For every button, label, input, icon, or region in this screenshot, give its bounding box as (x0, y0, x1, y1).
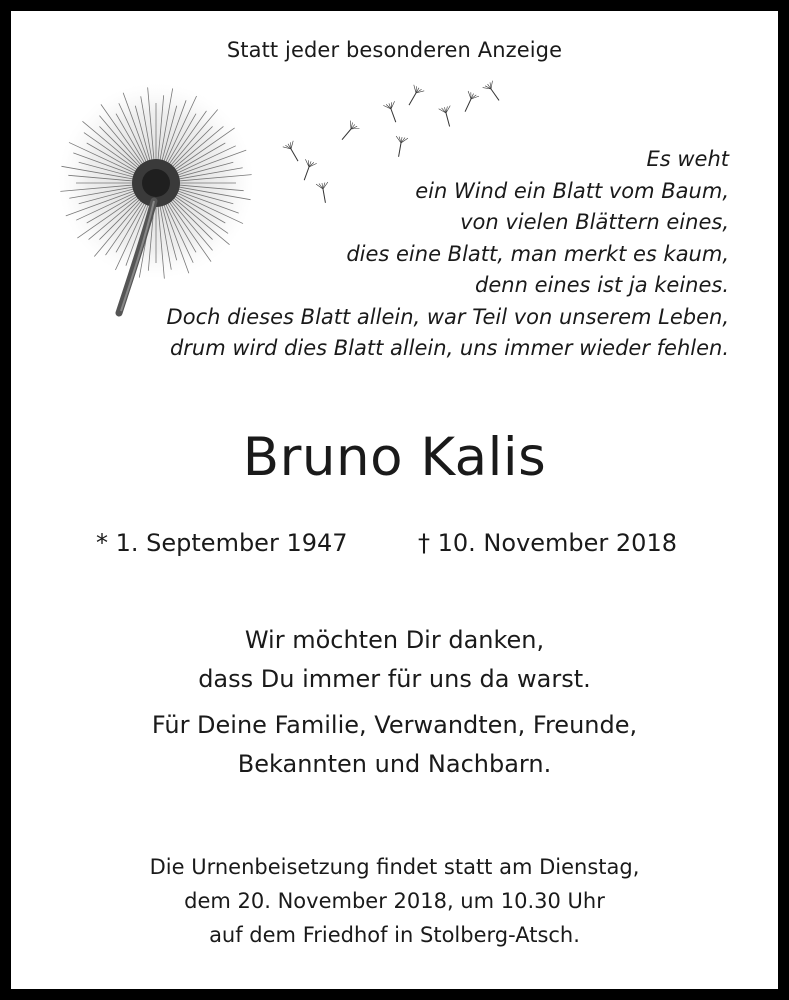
death-date: † 10. November 2018 (418, 529, 677, 557)
poem-line: Doch dieses Blatt allein, war Teil von unserem Leben, (166, 304, 729, 329)
thanks-line: dass Du immer für uns da warst. (198, 665, 591, 693)
signature-family (11, 706, 778, 784)
poem-line: drum wird dies Blatt allein, uns immer wieder fehlen. (169, 336, 729, 360)
funeral-line: auf dem Friedhof in Stolberg-Atsch. (209, 923, 580, 947)
thanks-text (11, 621, 778, 699)
family-line: Für Deine Familie, Verwandten, Freunde, (151, 711, 638, 739)
thanks-line: Wir möchten Dir danken, (244, 626, 545, 654)
funeral-info (11, 850, 778, 952)
birth-date: * 1. September 1947 (96, 529, 348, 557)
poem (167, 144, 729, 365)
obituary-notice (11, 11, 778, 989)
poem-line: von vielen Blättern eines, (460, 210, 729, 234)
poem-line: Es weht (646, 147, 729, 171)
family-line: Bekannten und Nachbarn. (237, 750, 552, 778)
poem-line: denn eines ist ja keines. (475, 273, 729, 297)
deceased-name: Bruno Kalis (242, 427, 547, 488)
life-dates (96, 529, 677, 557)
poem-line: dies eine Blatt, man merkt es kaum, (346, 241, 729, 266)
poem-line: ein Wind ein Blatt vom Baum, (415, 178, 729, 203)
funeral-line: dem 20. November 2018, um 10.30 Uhr (184, 889, 605, 913)
notice-header: Statt jeder besonderen Anzeige (226, 38, 563, 62)
funeral-line: Die Urnenbeisetzung findet statt am Dienstag, (149, 855, 640, 879)
